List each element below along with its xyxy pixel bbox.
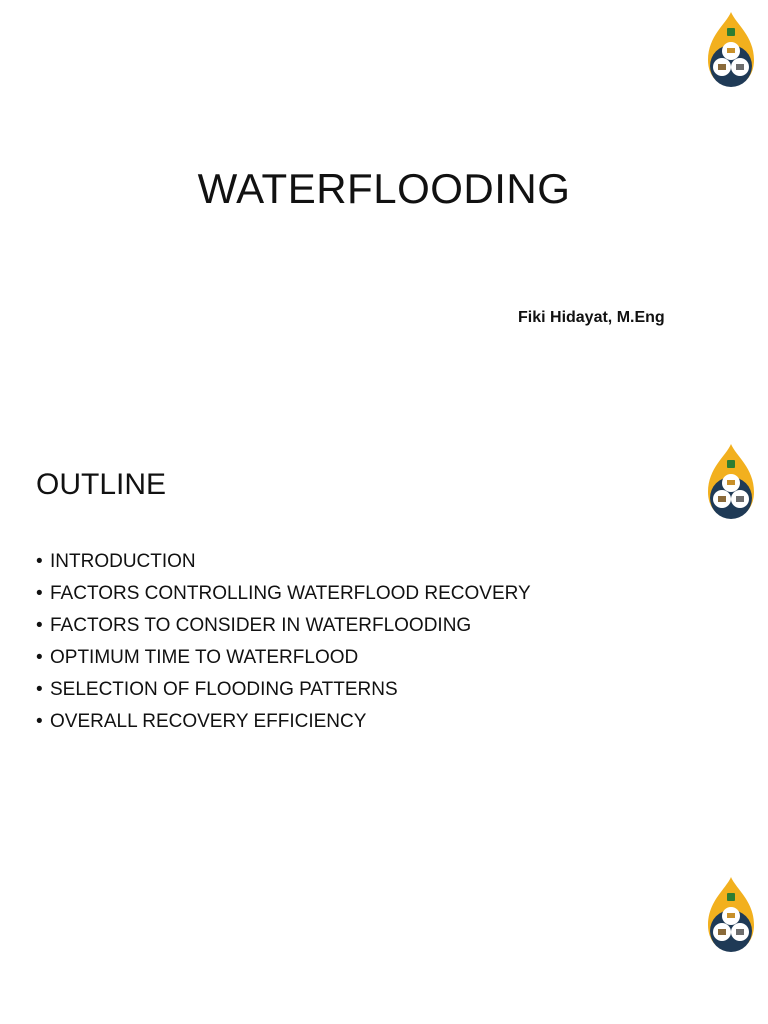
- bullet: •: [36, 615, 43, 636]
- bullet: •: [36, 583, 43, 604]
- bullet: •: [36, 711, 43, 732]
- bullet: •: [36, 679, 43, 700]
- list-item-label: OVERALL RECOVERY EFFICIENCY: [50, 711, 367, 732]
- slide-title: [0, 0, 768, 430]
- author-name: Fiki Hidayat, M.Eng: [518, 309, 665, 326]
- list-item-label: OPTIMUM TIME TO WATERFLOOD: [50, 647, 359, 668]
- slide-outline: [0, 430, 768, 860]
- outline-list: [36, 546, 531, 738]
- list-item-label: SELECTION OF FLOODING PATTERNS: [50, 679, 398, 700]
- university-emblem-icon: [700, 10, 762, 90]
- university-emblem-icon: [700, 442, 762, 522]
- bullet: •: [36, 647, 43, 668]
- list-item-label: FACTORS CONTROLLING WATERFLOOD RECOVERY: [50, 583, 531, 604]
- university-emblem-icon: [700, 875, 762, 955]
- presentation-title: WATERFLOODING: [197, 165, 571, 212]
- list-item: [36, 706, 531, 738]
- list-item: [36, 578, 531, 610]
- list-item-label: INTRODUCTION: [50, 551, 196, 572]
- list-item: [36, 642, 531, 674]
- list-item: [36, 610, 531, 642]
- list-item: [36, 546, 531, 578]
- outline-title: OUTLINE: [36, 468, 167, 501]
- slide-next: [0, 860, 768, 1024]
- bullet: •: [36, 551, 43, 572]
- list-item: [36, 674, 531, 706]
- list-item-label: FACTORS TO CONSIDER IN WATERFLOODING: [50, 615, 472, 636]
